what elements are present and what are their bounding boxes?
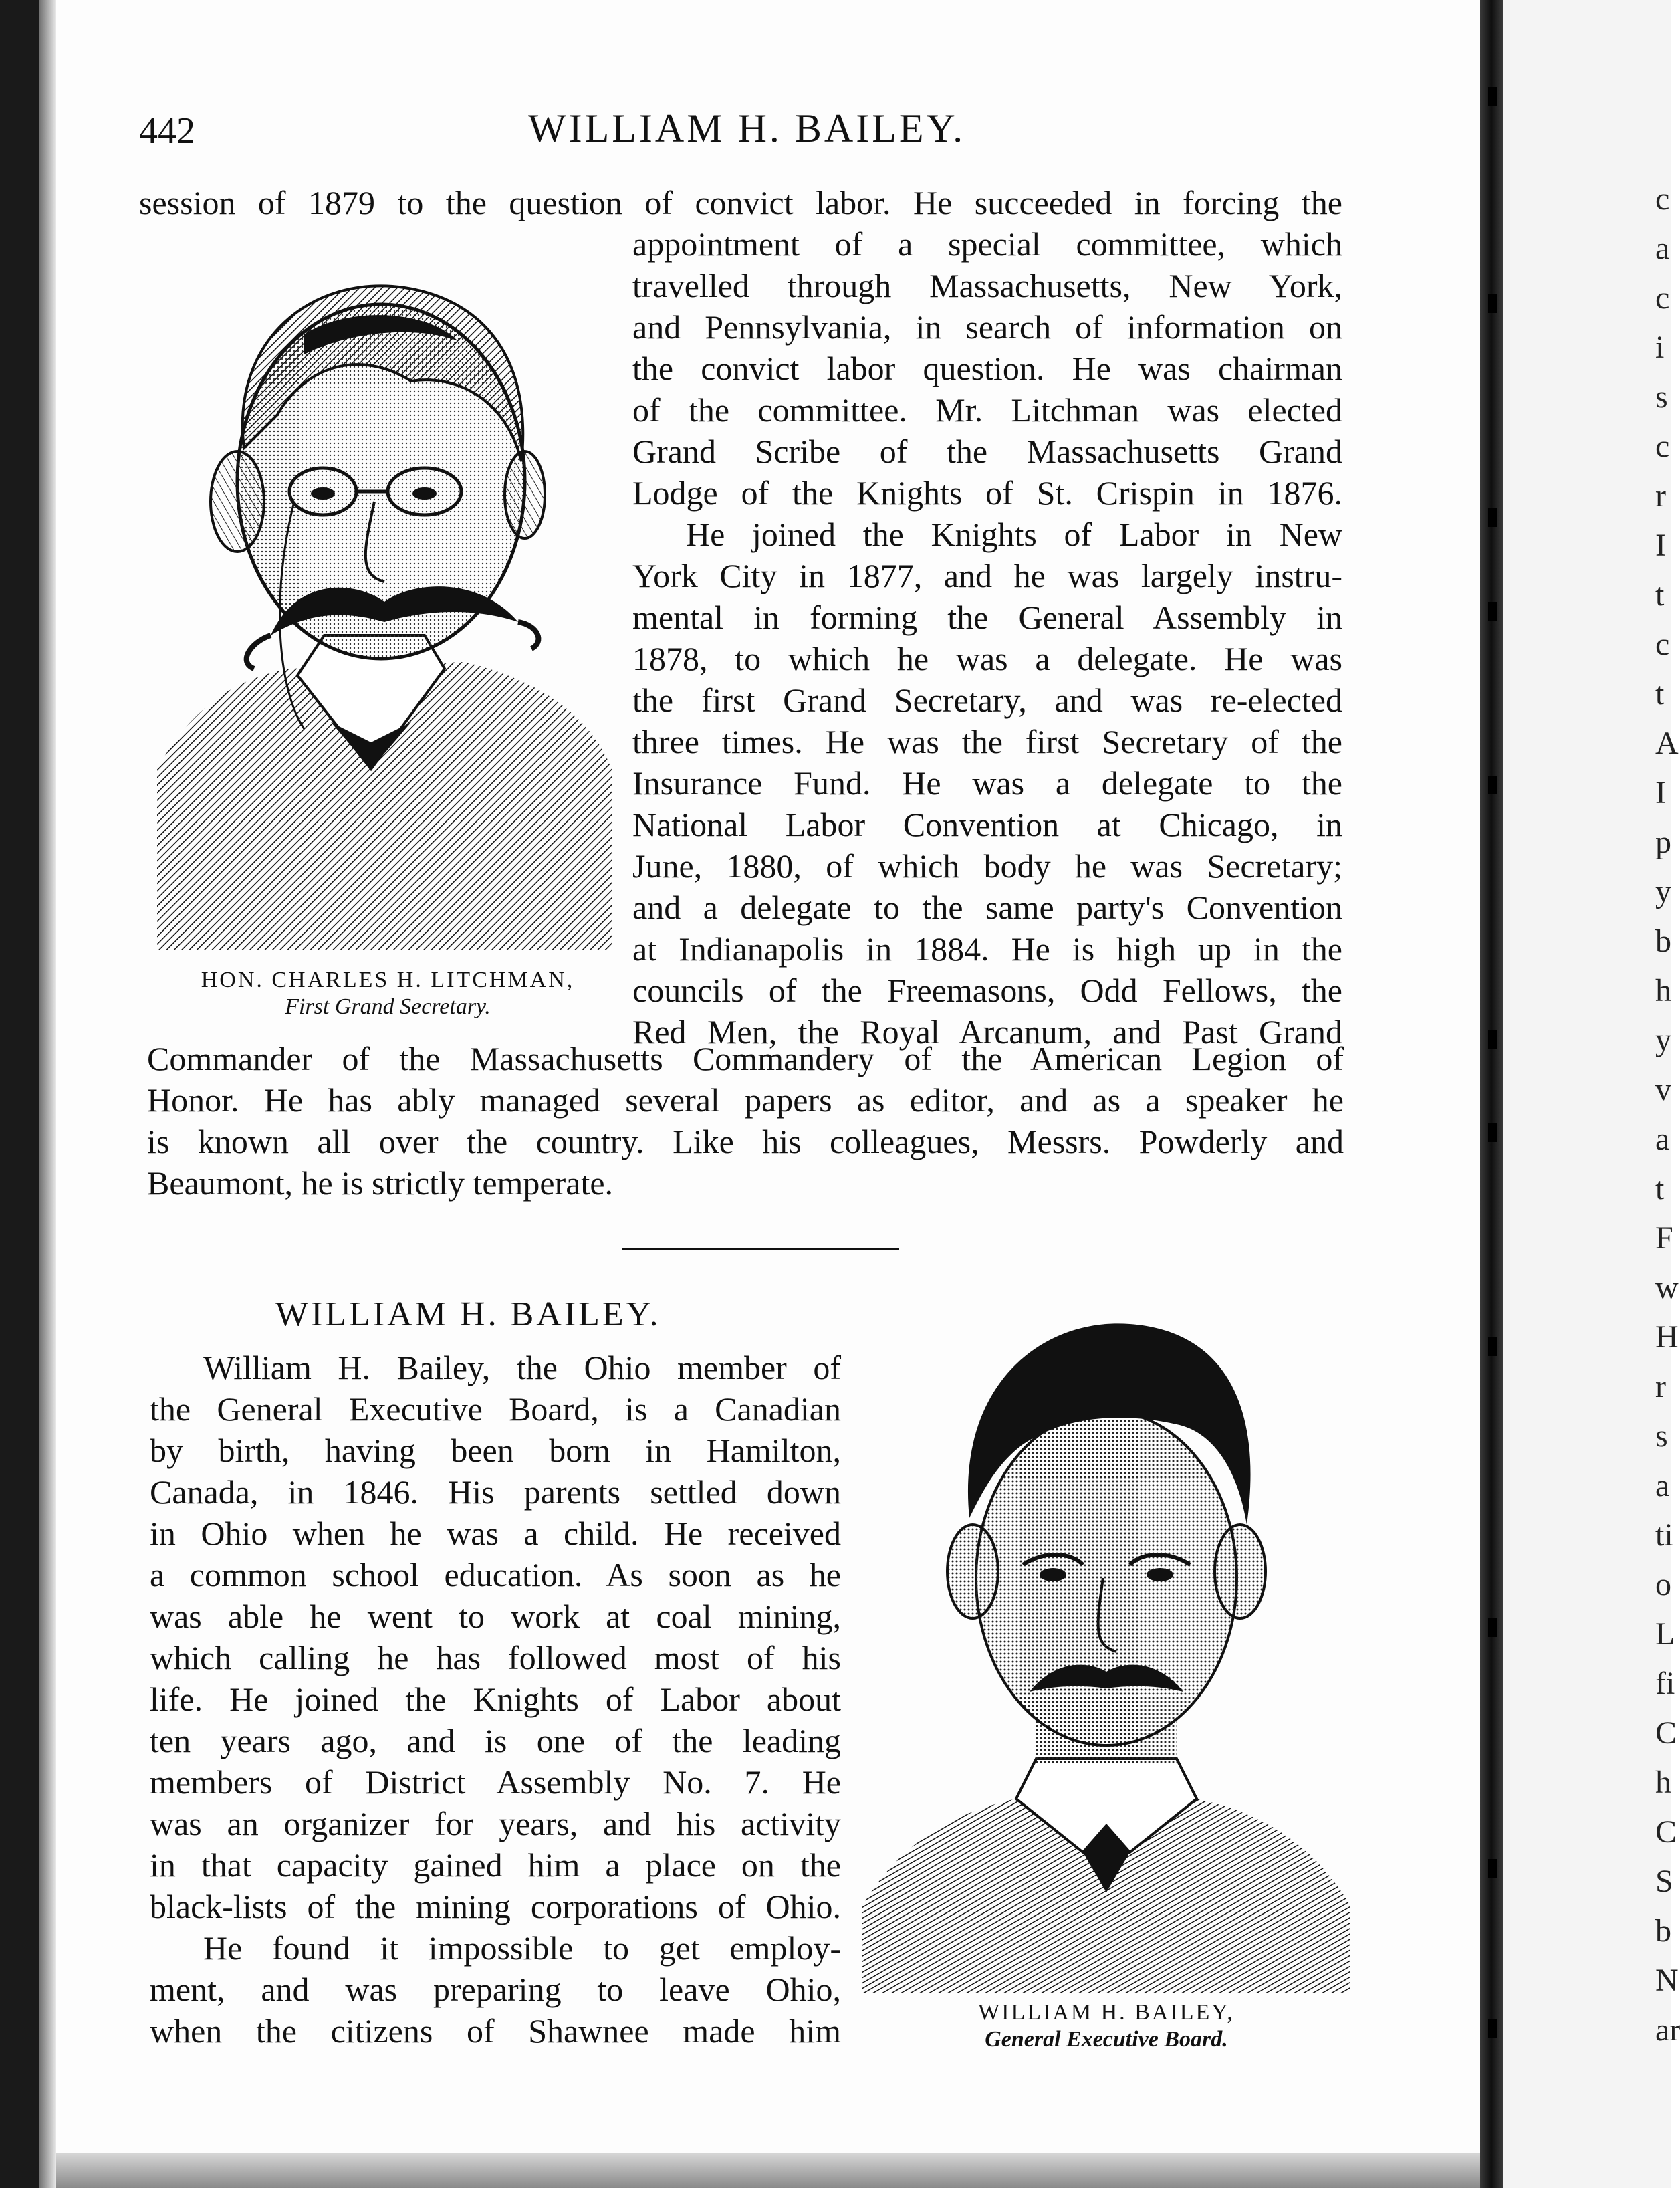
spine-marker	[1488, 508, 1497, 527]
facing-page-fragment: r	[1655, 1369, 1666, 1404]
text-line: and a delegate to the same party's Convention	[632, 889, 1342, 926]
text-line: Insurance Fund. He was a delegate to the	[632, 764, 1342, 802]
litchman-portrait-engraving	[144, 261, 618, 950]
spine-marker	[1488, 1030, 1497, 1049]
text-line: Lodge of the Knights of St. Crispin in 1876.	[632, 474, 1342, 512]
facing-page-fragment: t	[1655, 1171, 1665, 1206]
facing-page-fragment: y	[1655, 874, 1671, 909]
litchman-caption	[167, 967, 608, 1020]
text-line: June, 1880, of which body he was Secretary;	[632, 847, 1342, 885]
text-line: was able he went to work at coal mining,	[150, 1598, 841, 1635]
text-line: He joined the Knights of Labor in New	[686, 516, 1342, 553]
facing-page-fragment: s	[1655, 1418, 1668, 1454]
facing-page-fragment: c	[1655, 181, 1670, 217]
text-line: session of 1879 to the question of convict labor. He succeeded in forcing the	[139, 184, 1342, 221]
running-title: WILLIAM H. BAILEY.	[528, 106, 966, 150]
text-line: 1878, to which he was a delegate. He was	[632, 640, 1342, 677]
spine-marker	[1488, 87, 1497, 106]
spine-marker	[1488, 1859, 1497, 1878]
facing-page-fragment: N	[1655, 1963, 1679, 1998]
facing-page-fragment: b	[1655, 1913, 1671, 1949]
facing-page-fragment: L	[1655, 1616, 1675, 1652]
text-line: which calling he has followed most of his	[150, 1639, 841, 1676]
facing-page-fragment: C	[1655, 1814, 1677, 1850]
text-line: He found it impossible to get employ-	[203, 1929, 841, 1967]
text-line: the first Grand Secretary, and was re-elected	[632, 681, 1342, 719]
spine-marker	[1488, 2019, 1497, 2038]
caption-role: First Grand Secretary.	[285, 994, 491, 1019]
facing-page-fragment: C	[1655, 1715, 1677, 1751]
caption-name: HON. CHARLES H. LITCHMAN,	[201, 968, 575, 992]
spine-marker	[1488, 1618, 1497, 1637]
text-line: by birth, having been born in Hamilton,	[150, 1432, 841, 1469]
facing-page-fragment: I	[1655, 775, 1666, 810]
facing-page-fragment: w	[1655, 1270, 1679, 1305]
litchman-lead-line	[139, 182, 1342, 223]
section-divider-rule	[622, 1248, 899, 1250]
text-line: at Indianapolis in 1884. He is high up in the	[632, 930, 1342, 968]
text-line: Canada, in 1846. His parents settled down	[150, 1473, 841, 1511]
spine-marker	[1488, 294, 1497, 313]
facing-page-fragment: a	[1655, 1121, 1670, 1157]
facing-page-fragment: h	[1655, 973, 1671, 1008]
litchman-wrap-text	[632, 223, 1342, 1053]
text-line: Honor. He has ably managed several papers as editor, and as a speaker he	[147, 1081, 1344, 1119]
page-bottom-shadow	[56, 2153, 1480, 2188]
facing-page-fragment: c	[1655, 280, 1670, 316]
facing-page-fragment: c	[1655, 627, 1670, 662]
text-line: the General Executive Board, is a Canadian	[150, 1390, 841, 1428]
spine-marker	[1488, 602, 1497, 621]
text-line: black-lists of the mining corporations of Ohio.	[150, 1888, 841, 1925]
spine-marker	[1488, 776, 1497, 794]
facing-page-fragment: t	[1655, 676, 1665, 712]
text-line: life. He joined the Knights of Labor about	[150, 1680, 841, 1718]
text-line: is known all over the country. Like his colleagues, Messrs. Powderly and	[147, 1123, 1344, 1160]
text-line: members of District Assembly No. 7. He	[150, 1763, 841, 1801]
facing-page-fragment: v	[1655, 1072, 1671, 1107]
text-line: ment, and was preparing to leave Ohio,	[150, 1971, 841, 2008]
text-line: travelled through Massachusetts, New York,	[632, 267, 1342, 304]
text-line: Grand Scribe of the Massachusetts Grand	[632, 433, 1342, 470]
bailey-portrait-engraving	[862, 1291, 1350, 1993]
text-line: of the committee. Mr. Litchman was elected	[632, 391, 1342, 429]
spine-marker	[1488, 1123, 1497, 1142]
facing-page-fragment: y	[1655, 1022, 1671, 1058]
text-line: ten years ago, and is one of the leading	[150, 1722, 841, 1759]
text-line: the convict labor question. He was chairman	[632, 350, 1342, 387]
text-line: National Labor Convention at Chicago, in	[632, 806, 1342, 843]
text-line: when the citizens of Shawnee made him	[150, 2012, 841, 2050]
page-number: 442	[139, 110, 195, 152]
section-title: WILLIAM H. BAILEY.	[275, 1295, 661, 1333]
facing-page-fragment: s	[1655, 379, 1668, 415]
facing-page-fragment: t	[1655, 577, 1665, 613]
facing-page-fragment: a	[1655, 231, 1670, 266]
book-edge-shadow	[39, 0, 56, 2188]
text-line: three times. He was the first Secretary of the	[632, 723, 1342, 760]
facing-page-fragment: A	[1655, 726, 1679, 761]
facing-page-fragment: ar	[1655, 2012, 1680, 2048]
text-line: in Ohio when he was a child. He received	[150, 1515, 841, 1552]
facing-page-fragment: S	[1655, 1864, 1673, 1899]
facing-page-fragment: ti	[1655, 1517, 1673, 1553]
text-line: appointment of a special committee, which	[632, 225, 1342, 263]
facing-page	[1503, 0, 1671, 2188]
facing-page-fragment: r	[1655, 478, 1666, 514]
text-line: Red Men, the Royal Arcanum, and Past Grand	[632, 1013, 1342, 1051]
text-line: mental in forming the General Assembly in	[632, 598, 1342, 636]
facing-page-fragment: I	[1655, 528, 1666, 563]
facing-page-fragment: F	[1655, 1220, 1673, 1256]
facing-page-fragment: H	[1655, 1319, 1679, 1355]
facing-page-fragment: i	[1655, 330, 1665, 365]
bailey-body-text	[150, 1347, 841, 2052]
text-line: a common school education. As soon as he	[150, 1556, 841, 1594]
text-line: William H. Bailey, the Ohio member of	[203, 1349, 841, 1386]
facing-page-fragment: h	[1655, 1765, 1671, 1800]
facing-page-fragment: p	[1655, 825, 1671, 860]
caption-name: WILLIAM H. BAILEY,	[978, 2000, 1235, 2025]
facing-page-fragment: o	[1655, 1567, 1671, 1602]
text-line: councils of the Freemasons, Odd Fellows, the	[632, 972, 1342, 1009]
facing-page-fragment: fi	[1655, 1666, 1675, 1701]
caption-role: General Executive Board.	[985, 2027, 1228, 2052]
book-edge-left	[0, 0, 39, 2188]
text-line: Commander of the Massachusetts Commandery of the American Legion of	[147, 1040, 1344, 1077]
text-line: Beaumont, he is strictly temperate.	[147, 1164, 614, 1202]
facing-page-fragment: b	[1655, 923, 1671, 959]
facing-page-fragment: a	[1655, 1468, 1670, 1503]
text-line: and Pennsylvania, in search of information on	[632, 308, 1342, 346]
text-line: was an organizer for years, and his activity	[150, 1805, 841, 1842]
bailey-caption	[889, 1999, 1324, 2053]
text-line: York City in 1877, and he was largely instru-	[632, 557, 1342, 594]
facing-page-fragment: c	[1655, 429, 1670, 464]
text-line: in that capacity gained him a place on the	[150, 1846, 841, 1884]
litchman-full-text	[147, 1038, 1344, 1204]
spine-marker	[1488, 1337, 1497, 1356]
